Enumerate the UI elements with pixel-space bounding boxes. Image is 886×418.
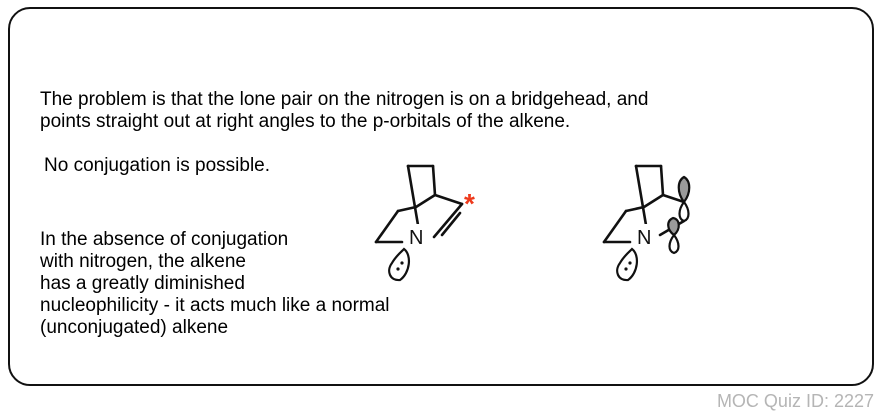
consequence-line-1: In the absence of conjugation [40, 229, 289, 250]
explanation-line-2: points straight out at right angles to the p-orbitals of the alkene. [40, 111, 571, 132]
consequence-line-3: has a greatly diminished [40, 273, 245, 294]
bridgehead-enamine-structure [360, 155, 500, 285]
nitrogen-label: N [409, 227, 424, 249]
bridgehead-enamine-porbital-structure [588, 155, 728, 285]
consequence-line-2: with nitrogen, the alkene [40, 251, 246, 272]
consequence-line-5: (unconjugated) alkene [40, 317, 229, 338]
consequence-paragraph [40, 229, 390, 339]
explanation-line-1: The problem is that the lone pair on the nitrogen is on a bridgehead, and [40, 89, 649, 110]
nitrogen-label: N [637, 227, 652, 249]
p-orbital-lower [668, 218, 679, 253]
lone-pair-orbital [617, 249, 637, 280]
consequence-line-4: nucleophilicity - it acts much like a normal [40, 295, 390, 316]
asterisk-marker: * [464, 188, 475, 219]
lone-pair-orbital [389, 249, 409, 280]
p-orbital-upper [679, 177, 690, 221]
quiz-id-footer: MOC Quiz ID: 2227 [716, 391, 874, 411]
no-conjugation-statement: No conjugation is possible. [44, 155, 271, 176]
explanation-paragraph [40, 89, 648, 133]
